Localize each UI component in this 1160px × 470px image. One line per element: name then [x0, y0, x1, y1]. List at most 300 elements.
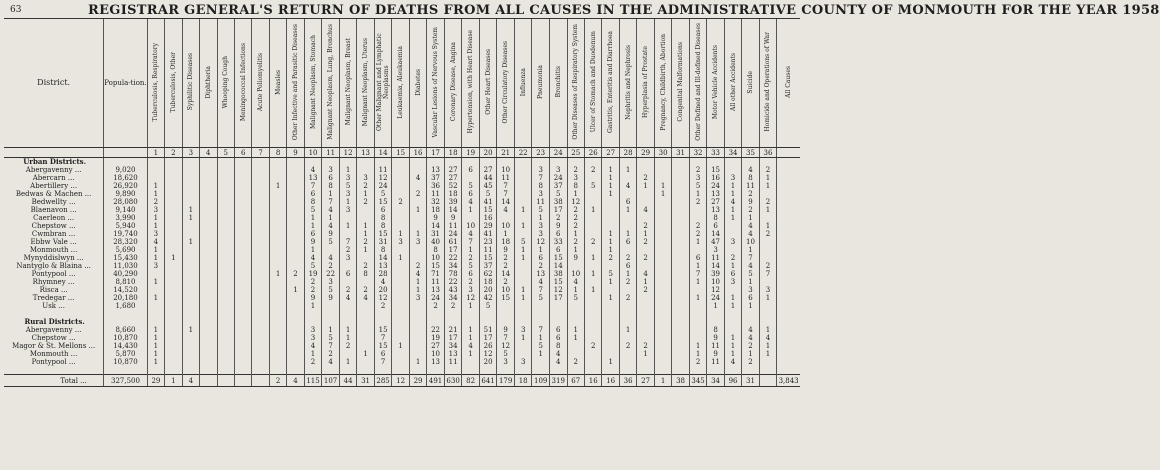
total-cell: 82 [462, 375, 479, 387]
cell: 1 [165, 254, 182, 262]
cell [392, 302, 409, 310]
cell [654, 366, 671, 375]
cell: 51 [479, 326, 497, 334]
cell: 14 [497, 270, 515, 278]
cell [287, 294, 304, 302]
cell [637, 358, 654, 366]
cause-header-label: Measles [274, 69, 282, 95]
cell [234, 254, 251, 262]
cell [654, 278, 671, 286]
cell [759, 366, 776, 375]
cell: 1 [724, 334, 741, 342]
cell: 1 [742, 246, 759, 254]
cell [514, 310, 531, 318]
cell: 4 [462, 230, 479, 238]
cell: 7 [374, 334, 392, 342]
table-row [4, 246, 800, 254]
population-cell [104, 318, 147, 326]
cell: 40 [427, 238, 445, 246]
cause-header [147, 19, 164, 148]
cell: 1 [602, 278, 619, 286]
cell [637, 302, 654, 310]
cell [724, 166, 741, 174]
cell [287, 174, 304, 182]
cell [654, 334, 671, 342]
cell [357, 214, 374, 222]
total-cell: 36 [619, 375, 636, 387]
cell: 1 [322, 214, 340, 222]
cell: 6 [619, 198, 636, 206]
cell: 39 [444, 198, 462, 206]
cell [357, 358, 374, 366]
cell: 12 [532, 238, 550, 246]
table-row [4, 286, 800, 294]
cell: 9 [707, 334, 724, 342]
cell: 7 [532, 326, 550, 334]
cell [252, 190, 269, 198]
cell: 1 [409, 206, 426, 214]
cell: 14 [374, 254, 392, 262]
cell: 1 [147, 342, 164, 350]
cell: 2 [392, 198, 409, 206]
cell [602, 302, 619, 310]
cell: 9 [427, 214, 445, 222]
cell [532, 310, 550, 318]
cell: 5 [514, 238, 531, 246]
cell: 4 [759, 334, 776, 342]
cell [234, 206, 251, 214]
cell [182, 366, 199, 375]
cause-header-label: Gastritis, Enteritis and Diarrhoea [607, 30, 615, 134]
cell [165, 334, 182, 342]
cell [269, 222, 286, 230]
cell: 4 [497, 206, 515, 214]
cell [269, 254, 286, 262]
cell: 27 [427, 342, 445, 350]
cell [619, 174, 636, 182]
cause-header-label: Ulcer of Stomach and Duodenum [589, 31, 597, 133]
cell [654, 350, 671, 358]
cause-header [777, 19, 800, 148]
cell: 3 [147, 230, 164, 238]
cause-header-label: Homicide and Operations of War [764, 32, 772, 132]
cell [654, 254, 671, 262]
total-cell [234, 375, 251, 387]
cell [672, 342, 689, 350]
cell [532, 366, 550, 375]
cell: 10 [462, 222, 479, 230]
column-number: 22 [514, 148, 531, 158]
cell: 6 [322, 174, 340, 182]
cell [707, 158, 724, 167]
cell: 1 [339, 166, 356, 174]
total-cell: 4 [182, 375, 199, 387]
cell [392, 190, 409, 198]
cell [182, 182, 199, 190]
cell: 41 [479, 230, 497, 238]
cell [602, 310, 619, 318]
cause-header-label: Acute Poliomyelitis [257, 52, 265, 112]
population-cell: 5,690 [104, 246, 147, 254]
cell [672, 166, 689, 174]
cell: 1 [269, 182, 286, 190]
cause-header-label: Meningococcal Infections [239, 42, 247, 122]
cell: 1 [514, 254, 531, 262]
table-row [4, 375, 800, 387]
cell [602, 350, 619, 358]
population-cell: 18,620 [104, 174, 147, 182]
cell [672, 182, 689, 190]
cell: 1 [602, 246, 619, 254]
column-number: 1 [147, 148, 164, 158]
cell [165, 246, 182, 254]
cell [217, 206, 234, 214]
cell [392, 326, 409, 334]
cell [672, 278, 689, 286]
cell: 6 [707, 222, 724, 230]
cell: 2 [689, 230, 707, 238]
population-cell: 14,520 [104, 286, 147, 294]
cell: 2 [497, 254, 515, 262]
cell [287, 302, 304, 310]
cell: 7 [759, 270, 776, 278]
column-number: 14 [374, 148, 392, 158]
cell: 3 [304, 334, 322, 342]
cell: 6 [304, 190, 322, 198]
cell [217, 230, 234, 238]
cell [584, 310, 601, 318]
cell [269, 350, 286, 358]
cell [444, 318, 462, 326]
cell [497, 302, 515, 310]
cell [689, 310, 707, 318]
cell: 4 [147, 238, 164, 246]
cell [777, 278, 800, 286]
cell [777, 326, 800, 334]
cell [217, 302, 234, 310]
cell [409, 182, 426, 190]
cell: 1 [689, 262, 707, 270]
cell: 11 [444, 358, 462, 366]
cell: 4 [724, 198, 741, 206]
cell [269, 158, 286, 167]
cell [392, 182, 409, 190]
cause-header [514, 19, 531, 148]
cell [759, 238, 776, 246]
population-cell: 19,740 [104, 230, 147, 238]
cell [217, 334, 234, 342]
cell: 6 [462, 190, 479, 198]
cell: 5 [479, 302, 497, 310]
cell: 2 [339, 246, 356, 254]
cell [392, 318, 409, 326]
cell [374, 158, 392, 167]
cell [532, 318, 550, 326]
cell: 1 [304, 350, 322, 358]
cause-header [234, 19, 251, 148]
cell: 22 [427, 326, 445, 334]
cell [269, 166, 286, 174]
cell [619, 302, 636, 310]
cell [672, 246, 689, 254]
cell: 1 [654, 190, 671, 198]
cause-header-label: Other Malignant and Lymphatic Neoplasms [376, 33, 391, 131]
district-name: Monmouth ... [29, 350, 78, 358]
cell [724, 318, 741, 326]
cell: 22 [444, 254, 462, 262]
district-name: Bedwas & Machen ... [15, 190, 92, 198]
district-name: Tredegar ... [32, 294, 75, 302]
cell: 3 [339, 174, 356, 182]
cell [777, 334, 800, 342]
table-row [4, 182, 800, 190]
cause-header [462, 19, 479, 148]
cell [287, 182, 304, 190]
cause-header [567, 19, 584, 148]
cell [269, 174, 286, 182]
cell: 4 [304, 254, 322, 262]
cell: 1 [462, 326, 479, 334]
cell: 2 [724, 254, 741, 262]
district-name: Blaenavon ... [30, 206, 77, 214]
cell: 1 [637, 278, 654, 286]
cell: 4 [304, 166, 322, 174]
total-cell [759, 375, 776, 387]
column-number: 23 [532, 148, 550, 158]
cell [637, 294, 654, 302]
cell: 7 [532, 286, 550, 294]
cell [287, 230, 304, 238]
cell [304, 366, 322, 375]
cell: 1 [182, 214, 199, 222]
cell [182, 302, 199, 310]
cell: 2 [567, 238, 584, 246]
cell [165, 286, 182, 294]
cell: 2 [584, 342, 601, 350]
cell [165, 230, 182, 238]
cell [269, 238, 286, 246]
cause-header [409, 19, 426, 148]
column-number: 19 [462, 148, 479, 158]
cell: 2 [322, 262, 340, 270]
cell [165, 166, 182, 174]
cell [234, 238, 251, 246]
cell: 10 [567, 270, 584, 278]
cell: 2 [532, 262, 550, 270]
district-name: Monmouth ... [29, 246, 78, 254]
cell [357, 158, 374, 167]
table-row [4, 334, 800, 342]
cell [514, 262, 531, 270]
column-number: 31 [672, 148, 689, 158]
cell [182, 270, 199, 278]
total-cell: 115 [304, 375, 322, 387]
cell [777, 294, 800, 302]
cell: 20 [479, 358, 497, 366]
cell: 1 [532, 246, 550, 254]
district-name: Chepstow ... [31, 222, 76, 230]
cell: 11 [532, 198, 550, 206]
cell [252, 254, 269, 262]
cell: 9 [304, 294, 322, 302]
column-number: 10 [304, 148, 322, 158]
page-number: 63 [10, 5, 22, 15]
cell [479, 366, 497, 375]
cell [339, 350, 356, 358]
cell: 9 [497, 246, 515, 254]
district-name: Pontypool ... [31, 270, 76, 278]
cause-header-label: Malignant Neoplasm, Breast [344, 38, 352, 126]
cell [689, 302, 707, 310]
cell [724, 286, 741, 294]
district-name: Risca ... [39, 286, 68, 294]
cell: 1 [304, 302, 322, 310]
total-cell: 107 [322, 375, 340, 387]
cause-header [165, 19, 182, 148]
cell: 2 [637, 286, 654, 294]
cell [654, 358, 671, 366]
cell [654, 206, 671, 214]
cell: 8 [532, 182, 550, 190]
cell: 4 [637, 206, 654, 214]
cell: 4 [619, 182, 636, 190]
cell [287, 222, 304, 230]
cell [637, 310, 654, 318]
population-cell: 14,430 [104, 342, 147, 350]
cell: 38 [549, 270, 567, 278]
cell [165, 158, 182, 167]
cell [637, 246, 654, 254]
column-number: 20 [479, 148, 497, 158]
cell: 10 [707, 278, 724, 286]
cause-header-label: Motor Vehicle Accidents [712, 44, 720, 120]
cell: 34 [444, 294, 462, 302]
cell [689, 326, 707, 334]
cell: 31 [427, 230, 445, 238]
cell: 3 [724, 238, 741, 246]
column-number: 6 [234, 148, 251, 158]
cause-header-label: Hypertension, with Heart Disease [467, 30, 475, 134]
cell: 15 [374, 342, 392, 350]
cell: 1 [602, 174, 619, 182]
table-row [4, 278, 800, 286]
cell [584, 318, 601, 326]
cell [514, 302, 531, 310]
cell [654, 326, 671, 334]
cell [339, 278, 356, 286]
cell [392, 358, 409, 366]
cell: 1 [357, 230, 374, 238]
cell: 2 [322, 350, 340, 358]
cell [269, 278, 286, 286]
cell: 62 [479, 270, 497, 278]
cell: 20 [479, 286, 497, 294]
cell: 14 [707, 230, 724, 238]
cell [672, 286, 689, 294]
cell [619, 310, 636, 318]
cell: 24 [427, 294, 445, 302]
cell: 1 [514, 222, 531, 230]
cell: 9 [322, 230, 340, 238]
cell [549, 158, 567, 167]
cell: 14 [549, 262, 567, 270]
cell [357, 166, 374, 174]
cause-header [619, 19, 636, 148]
section-label: Urban Districts. [23, 157, 87, 166]
column-number: 9 [287, 148, 304, 158]
cell: 10 [427, 254, 445, 262]
cell [165, 302, 182, 310]
cell: 4 [409, 270, 426, 278]
cell: 1 [357, 350, 374, 358]
cell [252, 366, 269, 375]
cause-header [742, 19, 759, 148]
cell [165, 206, 182, 214]
cell: 12 [374, 294, 392, 302]
cell [672, 366, 689, 375]
cell [409, 302, 426, 310]
cell [724, 222, 741, 230]
cell [200, 182, 217, 190]
total-cell: 109 [532, 375, 550, 387]
cell [252, 294, 269, 302]
cell [549, 366, 567, 375]
cell: 10 [497, 166, 515, 174]
cell: 8 [374, 222, 392, 230]
cell: 45 [479, 182, 497, 190]
cell [777, 206, 800, 214]
cause-header [427, 19, 445, 148]
cause-header [269, 19, 286, 148]
cell: 13 [304, 174, 322, 182]
cell: 4 [322, 206, 340, 214]
cell [182, 158, 199, 167]
cell: 1 [742, 350, 759, 358]
cell [462, 318, 479, 326]
cell: 3 [514, 326, 531, 334]
cell [165, 270, 182, 278]
cell: 15 [374, 198, 392, 206]
cell [200, 286, 217, 294]
cell [339, 302, 356, 310]
cell [689, 246, 707, 254]
cell: 1 [602, 230, 619, 238]
cell: 2 [689, 358, 707, 366]
cell: 1 [724, 214, 741, 222]
cell: 42 [479, 294, 497, 302]
cell: 6 [689, 254, 707, 262]
cell [182, 198, 199, 206]
cell: 8 [549, 342, 567, 350]
cell [200, 342, 217, 350]
cell: 5 [602, 270, 619, 278]
cell: 6 [724, 270, 741, 278]
total-cell [200, 375, 217, 387]
cell: 2 [357, 182, 374, 190]
population-cell: 5,870 [104, 350, 147, 358]
cell: 1 [707, 302, 724, 310]
cell [584, 302, 601, 310]
cell: 1 [637, 182, 654, 190]
cell: 16 [479, 214, 497, 222]
district-name: Usk ... [42, 302, 65, 310]
cell [777, 230, 800, 238]
cell [619, 366, 636, 375]
cell: 27 [444, 166, 462, 174]
cell: 5 [322, 334, 340, 342]
cell [287, 198, 304, 206]
cell: 8 [707, 214, 724, 222]
